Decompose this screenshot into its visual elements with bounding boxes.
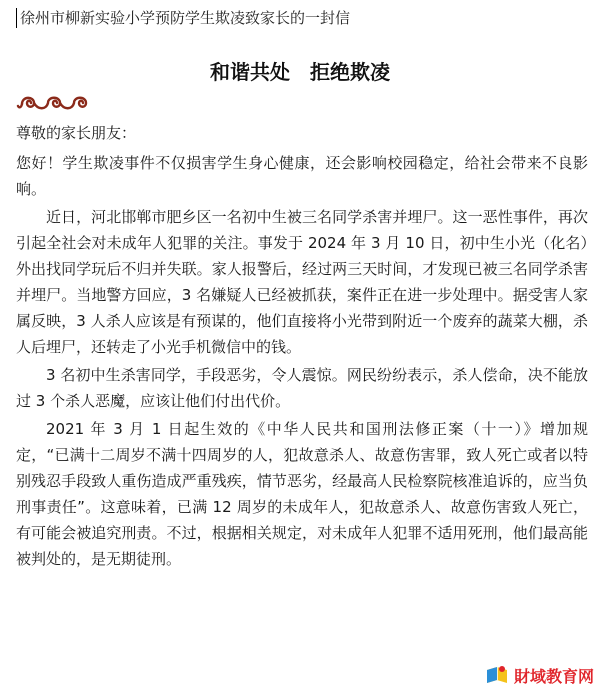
site-watermark	[484, 662, 594, 688]
salutation: 尊敬的家长朋友：	[16, 124, 137, 142]
page-title: 和谐共处 拒绝欺凌	[210, 60, 390, 84]
swirl-ornament-icon	[16, 90, 96, 114]
book-logo-icon	[484, 662, 510, 688]
document-header	[0, 0, 600, 40]
watermark-text: 財域教育网	[513, 666, 594, 686]
document-name: 徐州市柳新实验小学预防学生欺凌致家长的一封信	[20, 9, 351, 27]
paragraph-greeting: 您好！学生欺凌事件不仅损害学生身心健康，还会影响校园稳定，给社会带来不良影响。	[16, 154, 588, 198]
paragraph-incident: 近日，河北邯郸市肥乡区一名初中生被三名同学杀害并埋尸。这一恶性事件，再次引起全社会对未成年人犯罪的关注。事发于 2024 年 3 月 10 日，初中生小光（化名）外出找同学玩后不归并失联。家人报警后，经过两三天时间，才发现已被三名同学杀害并埋尸。当地警方回应，3 名嫌疑人已经被抓获，案件正在进一步处理中。据受害人家属反映，3 人杀人应该是有预谋的，他们直接将小光带到附近一个废弃的蔬菜大棚，杀人后埋尸，还转走了小光手机微信中的钱。	[16, 208, 588, 356]
paragraph-reaction: 3 名初中生杀害同学，手段恶劣，令人震惊。网民纷纷表示，杀人偿命，决不能放过 3 个杀人恶魔，应该让他们付出代价。	[16, 366, 588, 410]
letter-body	[16, 120, 588, 572]
paragraph-law: 2021 年 3 月 1 日起生效的《中华人民共和国刑法修正案（十一）》增加规定，“已满十二周岁不满十四周岁的人，犯故意杀人、故意伤害罪，致人死亡或者以特别残忍手段致人重伤造成严重残疾，情节恶劣，经最高人民检察院核准追诉的，应当负刑事责任”。这意味着，已满 12 周岁的未成年人，犯故意杀人、故意伤害致人死亡，有可能会被追究刑责。不过，根据相关规定，对未成年人犯罪不适用死刑，他们最高能被判处的，是无期徒刑。	[16, 420, 588, 568]
text-cursor	[16, 8, 17, 28]
